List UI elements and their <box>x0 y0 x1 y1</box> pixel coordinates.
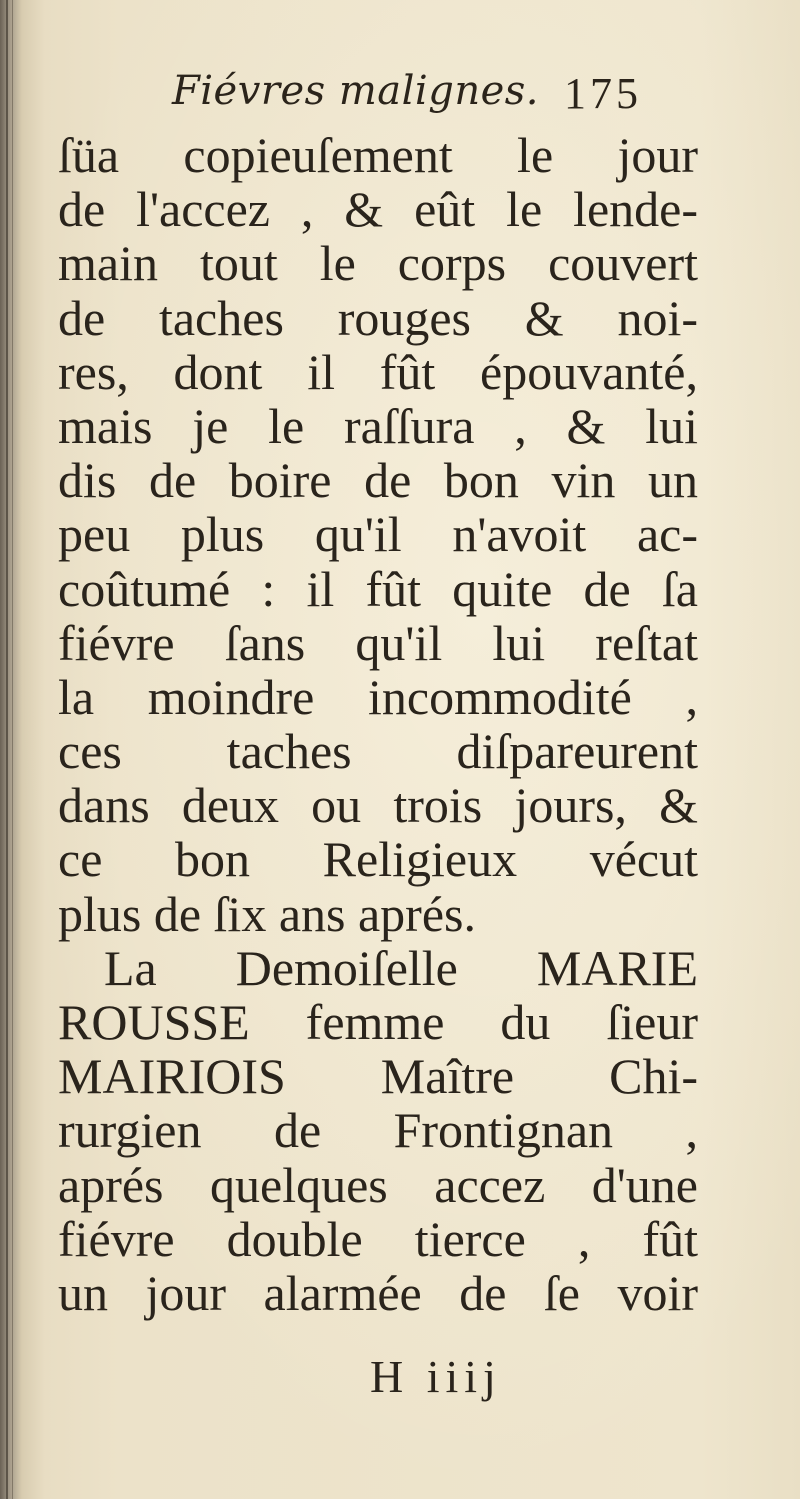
text-line: rurgien de Frontignan , <box>58 1102 698 1159</box>
text-line: main tout le corps couvert <box>58 235 698 292</box>
text-line: ce bon Religieux vécut <box>58 831 698 888</box>
text-line: de l'accez , & eût le lende- <box>58 181 698 238</box>
body-text <box>58 128 698 1320</box>
text-line: fiévre double tierce , fût <box>58 1210 698 1267</box>
binding-edge <box>6 0 8 1499</box>
text-line: ces taches diſpareurent <box>58 723 698 780</box>
text-line: peu plus qu'il n'avoit ac- <box>58 506 698 563</box>
page-header <box>172 68 682 128</box>
signature-mark: H iiij <box>370 1351 502 1402</box>
text-line: la moindre incommodité , <box>58 668 698 725</box>
running-title: Fiévres malignes. <box>172 68 539 114</box>
text-line: mais je le raſſura , & lui <box>58 397 698 454</box>
text-line-paragraph-start: La Demoiſelle MARIE <box>104 939 698 996</box>
text-line: res, dont il fût épouvanté, <box>58 343 698 400</box>
text-line: dis de boire de bon vin un <box>58 452 698 509</box>
text-line: de taches rouges & noi- <box>58 289 698 346</box>
text-line: ROUSSE femme du ſieur <box>58 994 698 1050</box>
text-line: coûtumé : il fût quite de ſa <box>58 560 698 617</box>
text-line: dans deux ou trois jours, & <box>58 777 698 834</box>
page-number: 175 <box>564 69 642 118</box>
text-line: un jour alarmée de ſe voir <box>58 1264 698 1321</box>
text-line: fiévre ſans qu'il lui reſtat <box>58 614 698 671</box>
text-line: aprés quelques accez d'une <box>58 1156 698 1213</box>
text-line: ſüa copieuſement le jour <box>58 127 698 183</box>
binding-edge-inner <box>12 0 13 1499</box>
text-line: plus de ſix ans aprés. <box>58 885 476 942</box>
text-line: MAIRIOIS Maître Chi- <box>58 1048 698 1105</box>
